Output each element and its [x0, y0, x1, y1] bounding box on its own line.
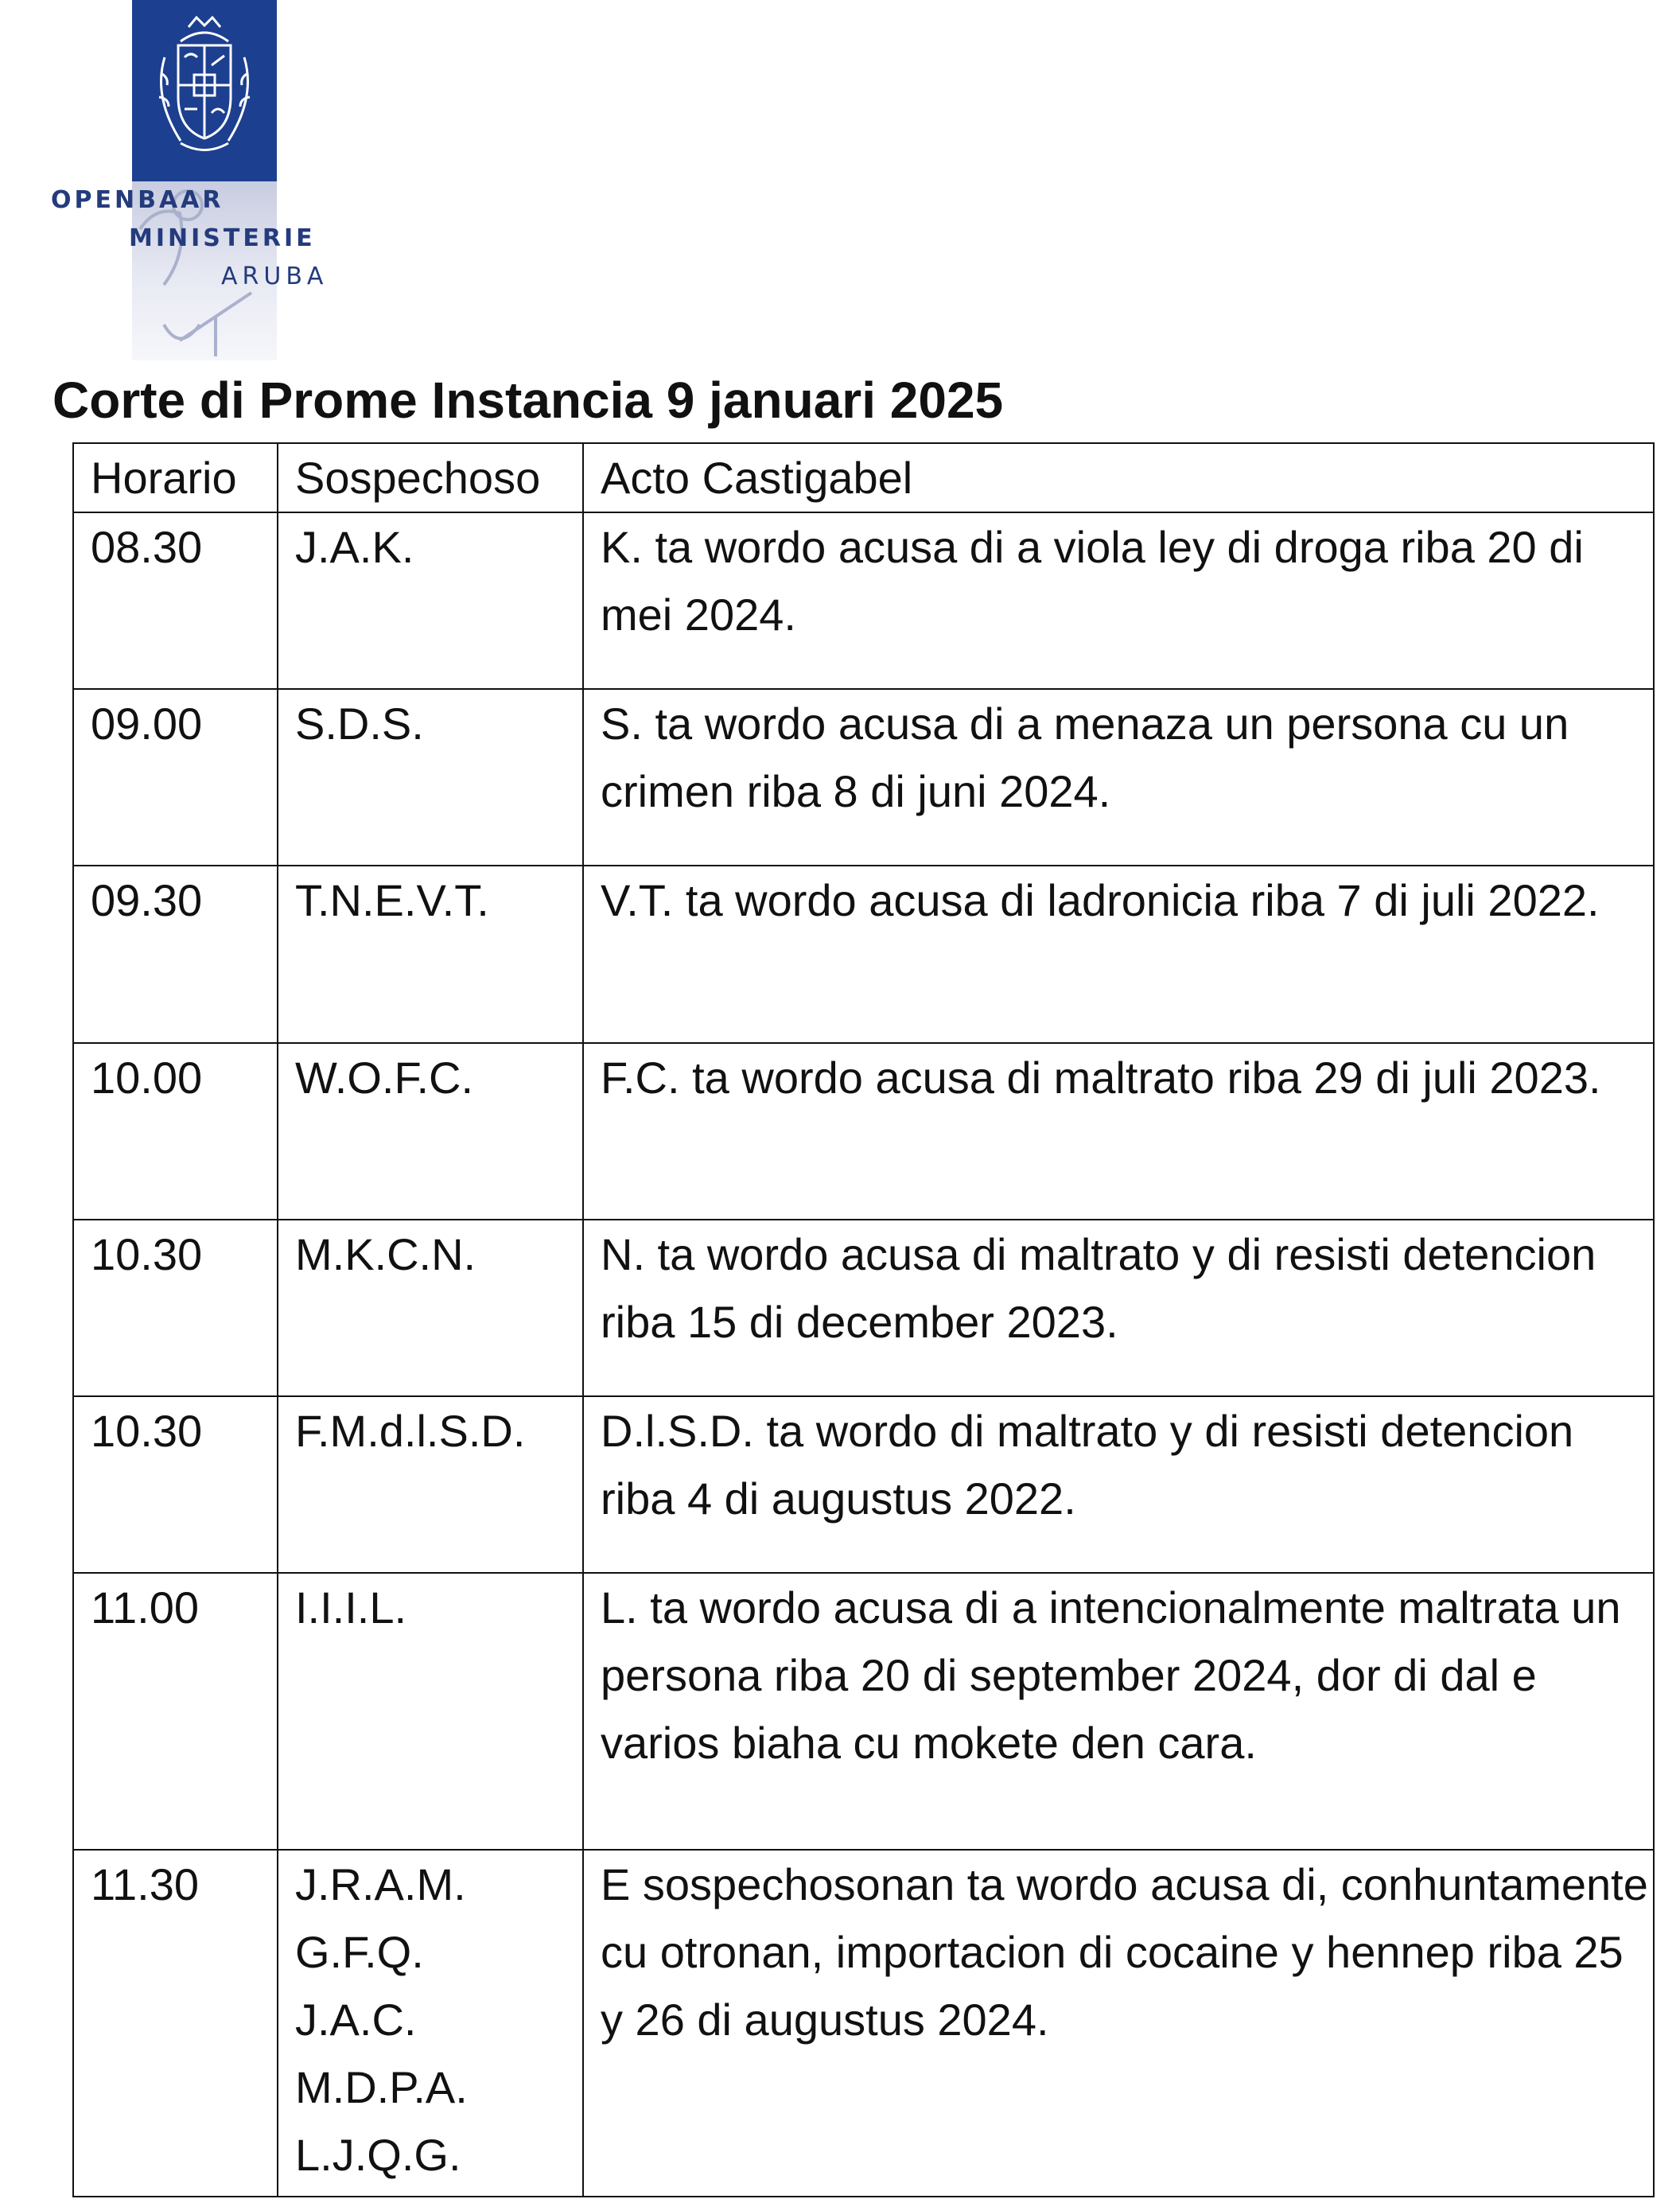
time-cell: 09.30: [73, 866, 278, 1043]
suspect-initials: T.N.E.V.T.: [295, 875, 489, 925]
suspect-cell: [278, 866, 583, 1043]
page-title: Corte di Prome Instancia 9 januari 2025: [52, 372, 1004, 429]
table-row: [73, 1043, 1654, 1220]
suspect-initials: M.K.C.N.: [295, 1229, 476, 1279]
offense-cell: K. ta wordo acusa di a viola ley di droga riba 20 di mei 2024.: [583, 512, 1654, 689]
table-header-row: [73, 443, 1654, 512]
table-row: [73, 1396, 1654, 1573]
suspect-initials: F.M.d.l.S.D.: [295, 1406, 526, 1456]
column-header-time: Horario: [73, 443, 278, 512]
suspect-initials: S.D.S.: [295, 699, 424, 749]
offense-cell: E sospechosonan ta wordo acusa di, conhuntamente cu otronan, importacion di cocaine y hennep riba 25 y 26 di augustus 2024.: [583, 1850, 1654, 2197]
schedule-table: [72, 442, 1655, 2197]
offense-cell: L. ta wordo acusa di a intencionalmente maltrata un persona riba 20 di september 2024, dor di dal e varios biaha cu mokete den cara.: [583, 1573, 1654, 1850]
table-row: [73, 689, 1654, 866]
suspect-initials: I.I.I.L.: [295, 1582, 407, 1633]
table-row: [73, 1220, 1654, 1396]
suspect-initials: L.J.Q.G.: [295, 2130, 461, 2180]
time-cell: 10.00: [73, 1043, 278, 1220]
offense-cell: D.l.S.D. ta wordo di maltrato y di resisti detencion riba 4 di augustus 2022.: [583, 1396, 1654, 1573]
offense-cell: F.C. ta wordo acusa di maltrato riba 29 di juli 2023.: [583, 1043, 1654, 1220]
suspect-initials: J.A.K.: [295, 522, 414, 572]
suspect-cell: [278, 1850, 583, 2197]
offense-cell: N. ta wordo acusa di maltrato y di resisti detencion riba 15 di december 2023.: [583, 1220, 1654, 1396]
suspect-initials: W.O.F.C.: [295, 1053, 473, 1103]
suspect-initials: J.A.C.: [295, 1995, 417, 2045]
org-name-line-2: MINISTERIE: [129, 224, 316, 252]
suspect-initials: G.F.Q.: [295, 1927, 424, 1977]
table-row: [73, 1850, 1654, 2197]
table-row: [73, 866, 1654, 1043]
org-name-line-1: OPENBAAR: [51, 186, 224, 214]
suspect-cell: [278, 689, 583, 866]
time-cell: 10.30: [73, 1396, 278, 1573]
column-header-offense: Acto Castigabel: [583, 443, 1654, 512]
offense-cell: S. ta wordo acusa di a menaza un persona cu un crimen riba 8 di juni 2024.: [583, 689, 1654, 866]
org-name-line-3: ARUBA: [221, 263, 329, 290]
suspect-cell: [278, 512, 583, 689]
table-row: [73, 1573, 1654, 1850]
coat-of-arms-icon: [145, 10, 264, 161]
time-cell: 08.30: [73, 512, 278, 689]
time-cell: 11.00: [73, 1573, 278, 1850]
offense-cell: V.T. ta wordo acusa di ladronicia riba 7 di juli 2022.: [583, 866, 1654, 1043]
suspect-initials: M.D.P.A.: [295, 2062, 468, 2112]
table-row: [73, 512, 1654, 689]
column-header-suspect: Sospechoso: [278, 443, 583, 512]
suspect-cell: [278, 1573, 583, 1850]
time-cell: 10.30: [73, 1220, 278, 1396]
suspect-cell: [278, 1220, 583, 1396]
suspect-initials: J.R.A.M.: [295, 1859, 466, 1909]
suspect-cell: [278, 1043, 583, 1220]
time-cell: 09.00: [73, 689, 278, 866]
suspect-cell: [278, 1396, 583, 1573]
time-cell: 11.30: [73, 1850, 278, 2197]
